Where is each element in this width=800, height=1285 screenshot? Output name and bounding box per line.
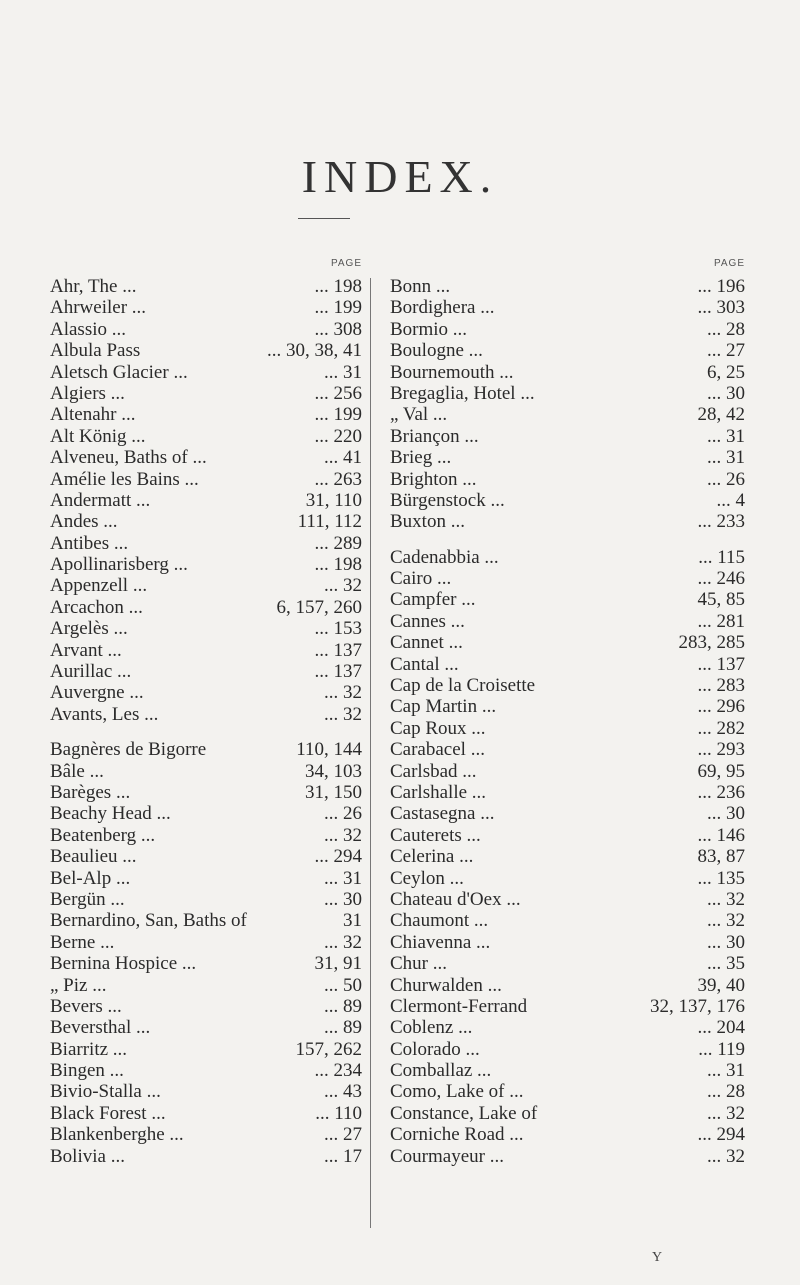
right-index-column [390,258,745,1167]
index-entry [390,1039,745,1060]
entry-pages: ... 31 [707,425,745,447]
index-entry [390,782,745,803]
index-entry [390,889,745,910]
index-entry [390,1103,745,1124]
index-entry [390,825,745,846]
page-column-header: PAGE [713,258,745,269]
entry-name: Amélie les Bains ... [50,468,199,490]
entry-name: Aurillac ... [50,661,132,683]
index-entry [390,868,745,889]
entry-pages: 39, 40 [697,974,745,996]
entry-pages: 31, 150 [305,781,362,803]
signature-mark: Y [652,1250,663,1265]
index-entry [390,447,745,468]
entry-pages: 157, 262 [295,1038,362,1060]
index-entry [50,725,362,739]
entry-name: „ Piz ... [50,974,107,996]
entry-name: Bevers ... [50,995,122,1017]
entry-name: Constance, Lake of [390,1102,538,1124]
entry-name: Berne ... [50,931,115,953]
entry-pages: 45, 85 [697,589,745,611]
entry-name: Cadenabbia ... [390,546,499,568]
entry-pages: 83, 87 [697,846,745,868]
entry-name: Black Forest ... [50,1102,166,1124]
entry-name: Comballaz ... [390,1060,492,1082]
entry-pages: ... 89 [324,1017,362,1039]
index-entry [50,996,362,1017]
entry-name: Bordighera ... [390,297,495,319]
entry-pages: ... 17 [324,1145,362,1167]
entry-name: Ahrweiler ... [50,297,147,319]
entry-name: Carlshalle ... [390,781,487,803]
index-entry [50,803,362,824]
index-entry [50,825,362,846]
index-entry [390,675,745,696]
index-entry [390,996,745,1017]
index-entry [390,632,745,653]
entry-name: Chaumont ... [390,910,489,932]
entry-name: Altenahr ... [50,404,136,426]
entry-name: Cap de la Croisette [390,675,536,697]
entry-pages: ... 233 [697,511,745,533]
entry-name: Celerina ... [390,846,474,868]
entry-pages: 31, 91 [314,953,362,975]
index-entry [50,739,362,760]
entry-pages: ... 32 [707,910,745,932]
index-entry [50,426,362,447]
entry-name: Andermatt ... [50,489,151,511]
index-entry [390,1017,745,1038]
entry-name: Cantal ... [390,653,459,675]
entry-pages: ... 282 [697,717,745,739]
entry-name: Cannet ... [390,632,463,654]
entry-pages: ... 32 [707,1102,745,1124]
index-entry [50,297,362,318]
entry-pages: 111, 112 [297,511,362,533]
page-column-header: PAGE [330,258,362,269]
entry-name: Beaulieu ... [50,846,137,868]
entry-pages: ... 32 [324,575,362,597]
index-entry [50,682,362,703]
entry-pages: ... 31 [324,867,362,889]
index-entry [390,589,745,610]
entry-name: Castasegna ... [390,803,495,825]
entry-name: Cap Roux ... [390,717,486,739]
index-entry [390,739,745,760]
entry-pages: 6, 157, 260 [276,596,362,618]
entry-pages: ... 303 [697,297,745,319]
entry-name: Bivio-Stalla ... [50,1081,161,1103]
entry-name: Arcachon ... [50,596,143,618]
entry-pages: ... 236 [697,781,745,803]
entry-name: Apollinarisberg ... [50,554,188,576]
entry-pages: ... 256 [314,382,362,404]
index-entry [50,975,362,996]
index-entry [50,618,362,639]
entry-pages: 28, 42 [697,404,745,426]
index-entry [390,611,745,632]
entry-name: Antibes ... [50,532,129,554]
index-entry [390,1081,745,1102]
index-entry [50,362,362,383]
entry-pages: ... 43 [324,1081,362,1103]
index-entry [50,1017,362,1038]
entry-name: Bregaglia, Hotel ... [390,382,535,404]
index-entry [50,1124,362,1145]
entry-name: Como, Lake of ... [390,1081,524,1103]
entry-pages: ... 137 [697,653,745,675]
entry-pages: ... 32 [324,682,362,704]
index-entry [50,910,362,931]
index-entry [390,568,745,589]
index-entry [390,297,745,318]
entry-name: Arvant ... [50,639,122,661]
entry-pages: ... 35 [707,953,745,975]
entry-name: Bournemouth ... [390,361,514,383]
entry-name: Algiers ... [50,382,125,404]
entry-name: Andes ... [50,511,118,533]
entry-pages: ... 308 [314,318,362,340]
entry-pages: ... 27 [324,1124,362,1146]
entry-pages: ... 31 [707,447,745,469]
entry-name: Ahr, The ... [50,276,137,297]
entry-pages: ... 294 [314,846,362,868]
entry-pages: ... 146 [697,824,745,846]
index-entry [50,953,362,974]
index-entry [50,447,362,468]
entry-name: Courmayeur ... [390,1145,504,1167]
index-entry [50,533,362,554]
index-entry [390,1146,745,1167]
index-entry [50,575,362,596]
entry-name: Bonn ... [390,276,451,297]
index-entry [50,511,362,532]
entry-pages: ... 135 [697,867,745,889]
entry-pages: ... 199 [314,404,362,426]
entry-name: Barèges ... [50,781,131,803]
index-entry [390,975,745,996]
index-entry [390,276,745,297]
entry-name: Bernardino, San, Baths of [50,910,247,932]
index-entry [390,803,745,824]
page-title: INDEX. [301,151,499,202]
entry-pages: ... 153 [314,618,362,640]
entry-name: Appenzell ... [50,575,148,597]
entry-pages: 34, 103 [305,760,362,782]
entry-name: Alveneu, Baths of ... [50,447,207,469]
entry-name: Bingen ... [50,1060,124,1082]
entry-pages: ... 234 [314,1060,362,1082]
index-entry [390,490,745,511]
entry-name: Bâle ... [50,760,104,782]
entry-pages: ... 50 [324,974,362,996]
entry-pages: 110, 144 [296,739,362,761]
entry-pages: ... 246 [697,568,745,590]
entry-pages: ... 31 [324,361,362,383]
entry-pages: ... 283 [697,675,745,697]
entry-pages: ... 28 [707,318,745,340]
entry-pages: 283, 285 [678,632,745,654]
entry-name: Carabacel ... [390,739,485,761]
entry-pages: ... 294 [697,1124,745,1146]
entry-name: Argelès ... [50,618,128,640]
index-entry [50,404,362,425]
entry-pages: ... 263 [314,468,362,490]
entry-pages: 69, 95 [697,760,745,782]
index-entry [50,868,362,889]
entry-name: Bürgenstock ... [390,489,505,511]
entry-pages: ... 293 [697,739,745,761]
entry-name: Cap Martin ... [390,696,497,718]
index-entry [50,761,362,782]
entry-name: Carlsbad ... [390,760,477,782]
column-divider [370,278,371,1228]
entry-name: Blankenberghe ... [50,1124,184,1146]
index-entry [390,469,745,490]
index-entry [50,846,362,867]
index-entry [50,1039,362,1060]
index-entry [50,1081,362,1102]
entry-name: Campfer ... [390,589,476,611]
entry-pages: ... 28 [707,1081,745,1103]
entry-pages: 31 [343,910,362,932]
entry-pages: ... 198 [314,276,362,297]
index-entry [50,383,362,404]
index-entry [50,469,362,490]
index-entry [390,1124,745,1145]
entry-pages: ... 30 [707,803,745,825]
entry-name: Bormio ... [390,318,468,340]
index-entry [390,340,745,361]
entry-name: Boulogne ... [390,340,483,362]
entry-pages: ... 196 [697,276,745,297]
entry-pages: ... 137 [314,639,362,661]
entry-name: Albula Pass [50,340,141,362]
index-entry [390,1060,745,1081]
index-entry [390,362,745,383]
index-entry [50,661,362,682]
entry-pages: ... 31 [707,1060,745,1082]
entry-pages: ... 32 [324,931,362,953]
index-entry [50,597,362,618]
index-entry [390,932,745,953]
entry-pages: ... 289 [314,532,362,554]
index-entry [390,404,745,425]
index-entry [390,910,745,931]
entry-pages: ... 296 [697,696,745,718]
entry-pages: ... 281 [697,610,745,632]
entry-pages: ... 220 [314,425,362,447]
entry-name: Avants, Les ... [50,703,159,725]
index-entry [390,953,745,974]
entry-name: Briançon ... [390,425,479,447]
index-entry [50,932,362,953]
entry-name: Brighton ... [390,468,477,490]
entry-name: Coblenz ... [390,1017,473,1039]
entry-pages: ... 27 [707,340,745,362]
entry-name: Bel-Alp ... [50,867,131,889]
index-entry [390,511,745,532]
entry-name: Beversthal ... [50,1017,151,1039]
index-entry [390,533,745,547]
entry-name: Bernina Hospice ... [50,953,197,975]
entry-name: Churwalden ... [390,974,502,996]
entry-name: Clermont-Ferrand [390,995,528,1017]
left-index-column [50,258,362,1167]
entry-pages: ... 30, 38, 41 [267,340,362,362]
entry-name: Ceylon ... [390,867,464,889]
index-entry [50,1146,362,1167]
entry-pages: 32, 137, 176 [650,995,745,1017]
entry-pages: ... 30 [707,382,745,404]
entry-pages: ... 198 [314,554,362,576]
index-entry [50,319,362,340]
index-entry [390,654,745,675]
entry-pages: ... 110 [315,1102,362,1124]
index-entry [390,846,745,867]
entry-name: Brieg ... [390,447,452,469]
entry-name: Cannes ... [390,610,465,632]
index-entry [390,426,745,447]
entry-name: Chateau d'Oex ... [390,888,521,910]
entry-pages: ... 32 [324,824,362,846]
entry-name: Beatenberg ... [50,824,156,846]
entry-pages: ... 204 [697,1017,745,1039]
entry-pages: ... 30 [707,931,745,953]
entry-name: Chur ... [390,953,447,975]
index-entry [50,782,362,803]
index-entry [50,340,362,361]
entry-pages: ... 30 [324,888,362,910]
index-entry [390,319,745,340]
index-entry [50,640,362,661]
entry-pages: ... 26 [707,468,745,490]
entry-name: Aletsch Glacier ... [50,361,188,383]
index-entry [50,1103,362,1124]
entry-name: Alassio ... [50,318,126,340]
entry-pages: ... 119 [698,1038,745,1060]
index-entry [50,276,362,297]
entry-pages: ... 32 [707,888,745,910]
entry-name: Biarritz ... [50,1038,128,1060]
entry-name: Cauterets ... [390,824,481,846]
entry-name: Bolivia ... [50,1145,125,1167]
title-rule [298,218,350,219]
index-list [50,276,362,1167]
entry-name: „ Val ... [390,404,448,426]
entry-name: Bergün ... [50,888,125,910]
entry-name: Colorado ... [390,1038,480,1060]
entry-pages: ... 89 [324,995,362,1017]
entry-pages: ... 199 [314,297,362,319]
entry-pages: ... 137 [314,661,362,683]
entry-pages: ... 26 [324,803,362,825]
entry-pages: 6, 25 [707,361,745,383]
entry-pages: ... 32 [324,703,362,725]
entry-name: Beachy Head ... [50,803,171,825]
index-entry [50,490,362,511]
index-list [390,276,745,1167]
entry-pages: ... 115 [698,546,745,568]
index-entry [50,1060,362,1081]
entry-name: Bagnères de Bigorre [50,739,207,761]
entry-name: Cairo ... [390,568,452,590]
entry-name: Chiavenna ... [390,931,491,953]
index-entry [50,554,362,575]
entry-pages: ... 4 [716,489,745,511]
index-entry [50,704,362,725]
index-entry [390,718,745,739]
entry-name: Auvergne ... [50,682,144,704]
entry-pages: ... 32 [707,1145,745,1167]
index-entry [390,761,745,782]
index-entry [390,383,745,404]
entry-name: Corniche Road ... [390,1124,524,1146]
index-entry [50,889,362,910]
entry-pages: ... 41 [324,447,362,469]
entry-name: Buxton ... [390,511,465,533]
entry-pages: 31, 110 [305,489,362,511]
index-entry [390,547,745,568]
index-entry [390,696,745,717]
entry-name: Alt König ... [50,425,146,447]
